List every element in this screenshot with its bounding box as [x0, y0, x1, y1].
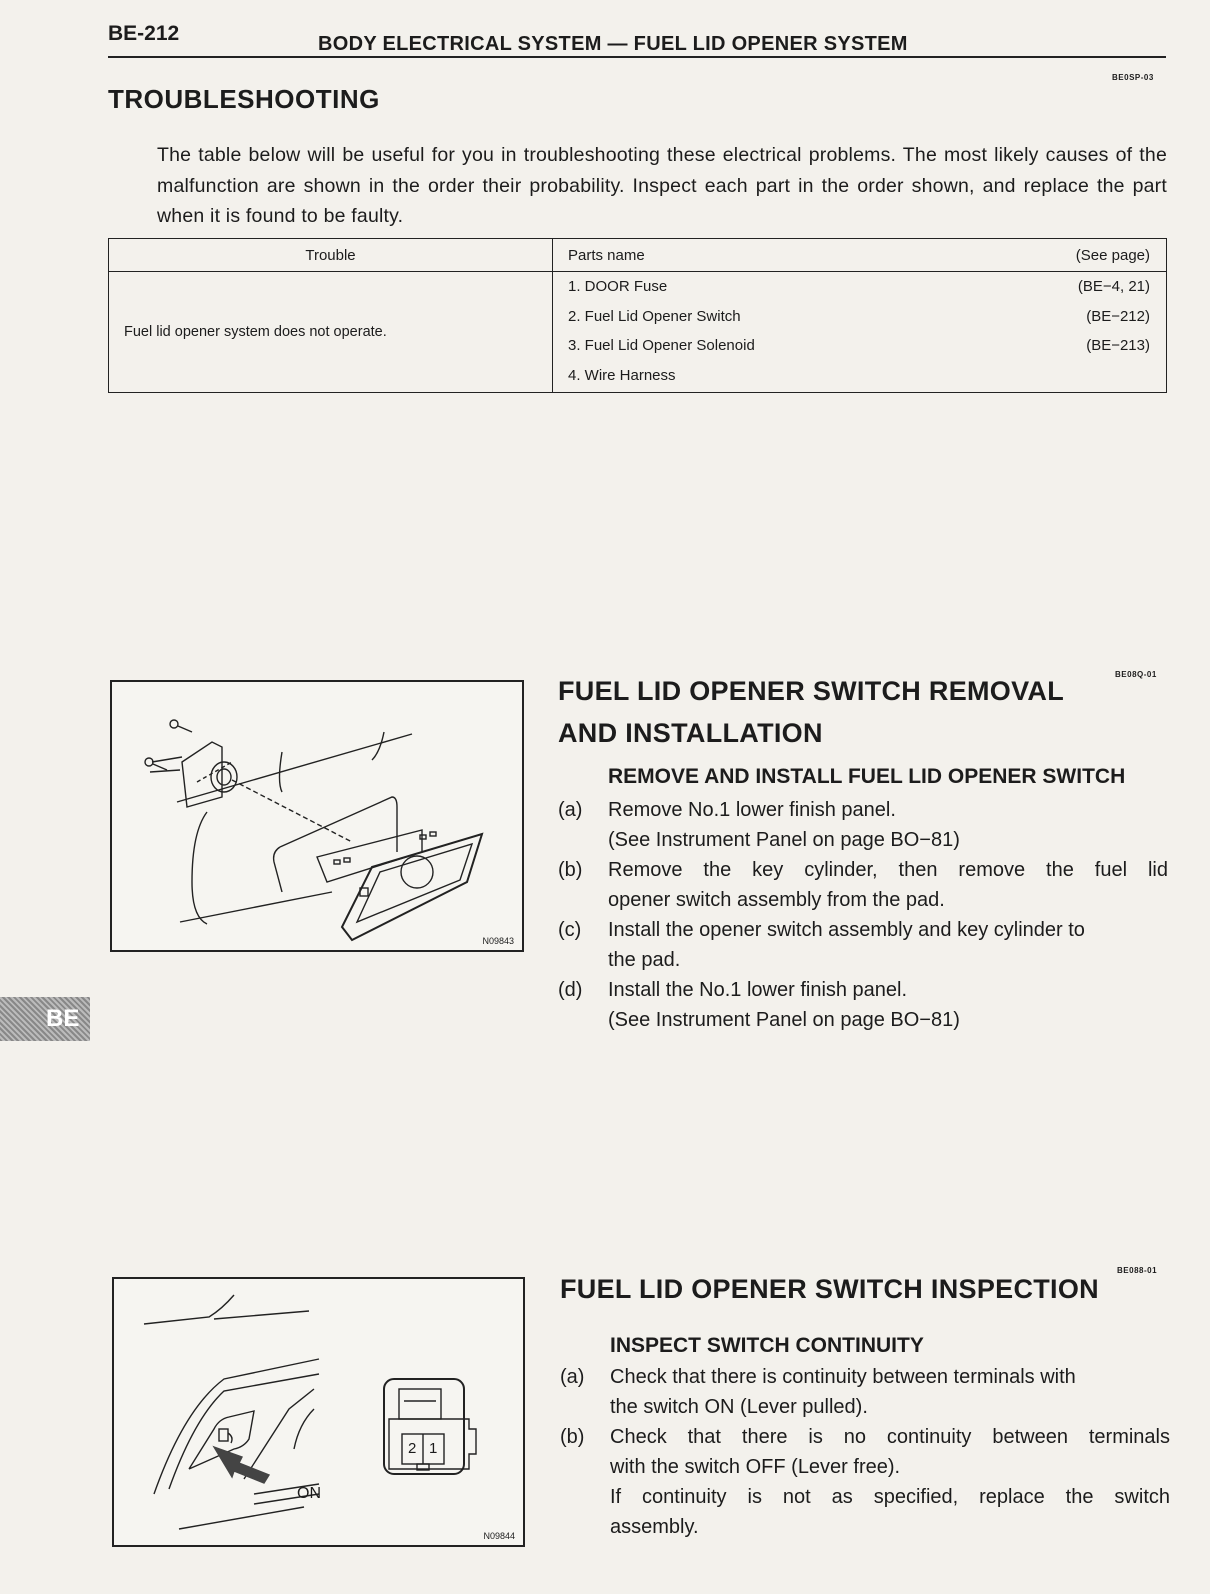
part-row: [553, 331, 1166, 361]
parts-cell: [553, 272, 1167, 393]
section-tab-label: BE: [46, 1005, 80, 1032]
removal-title: [558, 670, 1064, 754]
step-label: (d): [558, 979, 583, 1001]
running-title: BODY ELECTRICAL SYSTEM — FUEL LID OPENER SYSTEM: [318, 33, 908, 55]
trouble-cell: Fuel lid opener system does not operate.: [109, 272, 553, 393]
on-direction-label: ON: [297, 1485, 321, 1502]
removal-subtitle: REMOVE AND INSTALL FUEL LID OPENER SWITCH: [608, 765, 1126, 788]
part-name: 2. Fuel Lid Opener Switch: [568, 307, 741, 325]
part-page: (BE−4, 21): [1077, 278, 1150, 296]
part-name: 3. Fuel Lid Opener Solenoid: [568, 337, 755, 355]
step-text: the switch ON (Lever pulled).: [610, 1396, 868, 1418]
col-parts-header: [553, 239, 1167, 272]
step-text: with the switch OFF (Lever free).: [610, 1456, 901, 1478]
switch-removal-illustration: [112, 682, 522, 950]
step-text: Install the No.1 lower finish panel.: [608, 979, 908, 1001]
step-text: the pad.: [608, 949, 681, 971]
terminal-2-label: 2: [408, 1440, 417, 1457]
terminal-1-label: 1: [429, 1440, 438, 1457]
step-text: Install the opener switch assembly and key cylinder to: [608, 919, 1085, 941]
step-text: Remove the key cylinder, then remove the fuel lid: [608, 859, 1168, 881]
troubleshooting-intro: The table below will be useful for you in troubleshooting these electrical problems. The most likely causes of the malfunction are shown in the order their probability. Inspect each part in the order shown, and replace the part when it is found to be faulty.: [157, 144, 1167, 227]
troubleshooting-title: TROUBLESHOOTING: [108, 84, 380, 114]
step-text: (See Instrument Panel on page BO−81): [608, 829, 960, 851]
removal-title-line: AND INSTALLATION: [558, 718, 823, 748]
figure-code: N09844: [483, 1531, 515, 1541]
step-label: (b): [558, 859, 583, 881]
step-label: (a): [560, 1366, 585, 1388]
step-text: (See Instrument Panel on page BO−81): [608, 1009, 960, 1031]
step-text: Check that there is no continuity between terminals: [610, 1426, 1170, 1448]
header-rule: [108, 56, 1166, 58]
part-name: 4. Wire Harness: [568, 366, 676, 384]
removal-title-line: FUEL LID OPENER SWITCH REMOVAL: [558, 676, 1065, 706]
step-text: opener switch assembly from the pad.: [608, 889, 945, 911]
page-number: BE-212: [108, 22, 180, 45]
section-tab-be: [0, 997, 90, 1041]
step-text: assembly.: [610, 1516, 699, 1538]
inspection-title: FUEL LID OPENER SWITCH INSPECTION: [560, 1274, 1099, 1304]
inspection-figure: [112, 1277, 525, 1547]
step-label: (a): [558, 799, 583, 821]
section-code: BE088-01: [1117, 1266, 1158, 1275]
col-page-label: (See page): [1075, 246, 1150, 264]
figure-code: N09843: [482, 936, 514, 946]
col-trouble-header: Trouble: [109, 239, 553, 272]
section-code: BE08Q-01: [1115, 670, 1157, 679]
section-code: BE0SP-03: [1112, 73, 1154, 82]
step-label: (c): [558, 919, 582, 941]
part-page: (BE−212): [1086, 307, 1150, 325]
step-text: Check that there is continuity between terminals with: [610, 1366, 1076, 1388]
part-name: 1. DOOR Fuse: [568, 278, 668, 296]
part-row: [553, 272, 1166, 302]
inspection-subtitle: INSPECT SWITCH CONTINUITY: [610, 1334, 924, 1357]
col-parts-label: Parts name: [568, 246, 645, 264]
part-page: (BE−213): [1086, 337, 1150, 355]
part-row: [553, 302, 1166, 332]
troubleshooting-table: [108, 238, 1167, 393]
switch-inspection-illustration: [114, 1279, 523, 1545]
removal-figure: [110, 680, 524, 952]
step-text: If continuity is not as specified, replace the switch: [610, 1486, 1170, 1508]
step-label: (b): [560, 1426, 585, 1448]
part-row: [553, 361, 1166, 391]
step-text: Remove No.1 lower finish panel.: [608, 799, 896, 821]
